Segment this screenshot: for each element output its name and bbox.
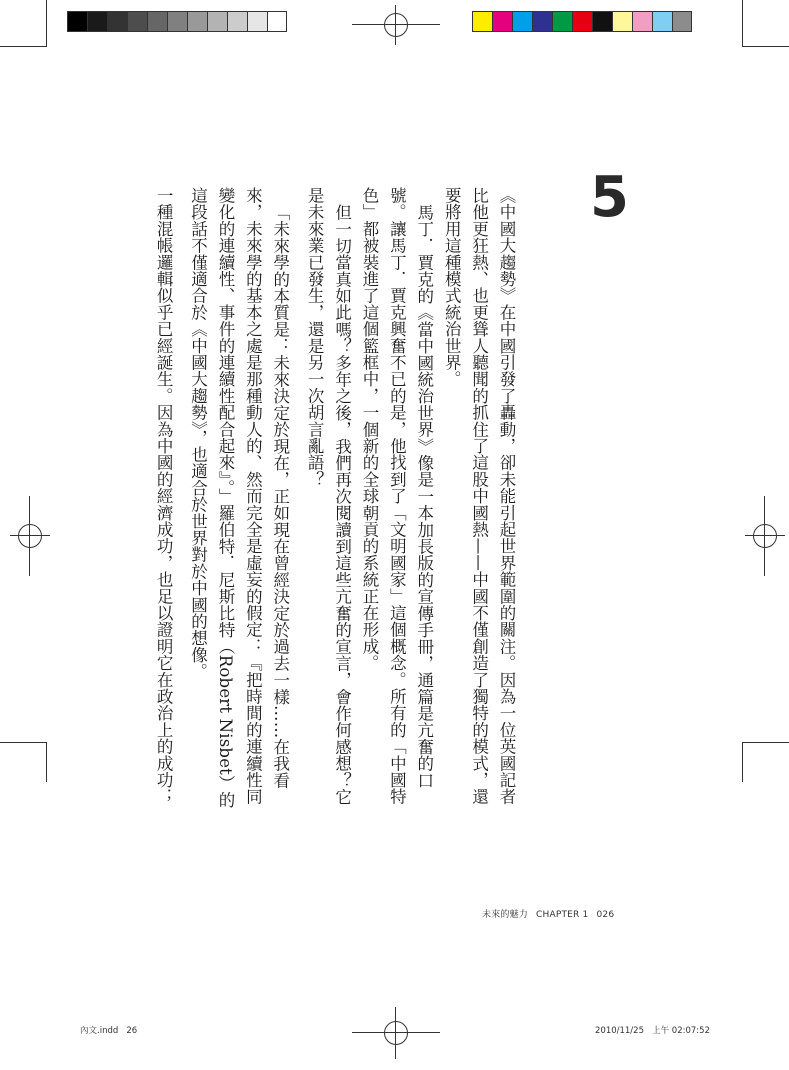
swatch bbox=[147, 11, 167, 32]
swatch bbox=[552, 11, 572, 32]
swatch bbox=[187, 11, 207, 32]
registration-mark-left bbox=[10, 516, 50, 556]
slug-file: 內文.indd 26 bbox=[80, 1026, 138, 1036]
swatch bbox=[572, 11, 592, 32]
swatch bbox=[652, 11, 672, 32]
swatch bbox=[512, 11, 532, 32]
swatch bbox=[672, 11, 692, 32]
swatch bbox=[227, 11, 247, 32]
body-text bbox=[150, 187, 520, 817]
swatch bbox=[612, 11, 632, 32]
swatch bbox=[492, 11, 512, 32]
paragraph: 《中國大趨勢》在中國引發了轟動，卻未能引起世界範圍的關注。因為一位英國記者比他更狂熱、也更聳人聽聞的抓住了這股中國熱——中國不僅創造了獨特的模式，還要將用這種模式統治世界。 bbox=[442, 187, 516, 805]
paragraph: 一種混帳邏輯似乎已經誕生。因為中國的經濟成功，也足以證明它在政治上的成功； bbox=[154, 187, 174, 805]
swatch bbox=[167, 11, 187, 32]
chapter-number: 5 bbox=[590, 165, 629, 230]
paragraph: 「未來學的本質是：未來決定於現在，正如現在曾經決定於過去一樣……在我看來，未來學的基本之處是那種動人的、然而完全是虛妄的假定：『把時間的連續性同變化的連續性、事件的連續性配合起來』。」羅伯特．尼斯比特（Robert Nisbet）的這段話不僅適合於《中國大趨勢》，也適合於世界對於中國的想像。 bbox=[188, 187, 290, 809]
swatch bbox=[532, 11, 552, 32]
color-swatch-bar bbox=[472, 11, 692, 32]
registration-mark-bottom bbox=[376, 1013, 416, 1053]
swatch bbox=[127, 11, 147, 32]
swatch bbox=[592, 11, 612, 32]
swatch bbox=[472, 11, 492, 32]
registration-mark-top bbox=[376, 5, 416, 45]
slug-timestamp: 2010/11/25 上午 02:07:52 bbox=[595, 1026, 710, 1036]
swatch bbox=[67, 11, 87, 32]
swatch bbox=[87, 11, 107, 32]
paragraph: 馬丁．賈克的《當中國統治世界》像是一本加長版的宣傳手冊，通篇是亢奮的口號。讓馬丁．賈克興奮不已的是，他找到了「文明國家」這個概念。所有的「中國特色」都被裝進了這個籃框中，一個新的全球朝貢的系統正在形成。 bbox=[359, 187, 434, 805]
running-footer bbox=[482, 907, 614, 920]
swatch bbox=[247, 11, 267, 32]
swatch bbox=[107, 11, 127, 32]
registration-mark-right bbox=[745, 516, 785, 556]
page-number: 026 bbox=[596, 910, 615, 920]
chapter-label: CHAPTER 1 bbox=[536, 910, 589, 920]
book-title: 未來的魅力 bbox=[482, 910, 529, 920]
grayscale-swatch-bar bbox=[67, 11, 287, 32]
swatch bbox=[207, 11, 227, 32]
swatch bbox=[632, 11, 652, 32]
swatch bbox=[267, 11, 287, 32]
paragraph: 但一切當真如此嗎？多年之後，我們再次閱讀到這些亢奮的宣言，會作何感想？它是未來業已發生，還是另一次胡言亂語？ bbox=[305, 187, 352, 805]
